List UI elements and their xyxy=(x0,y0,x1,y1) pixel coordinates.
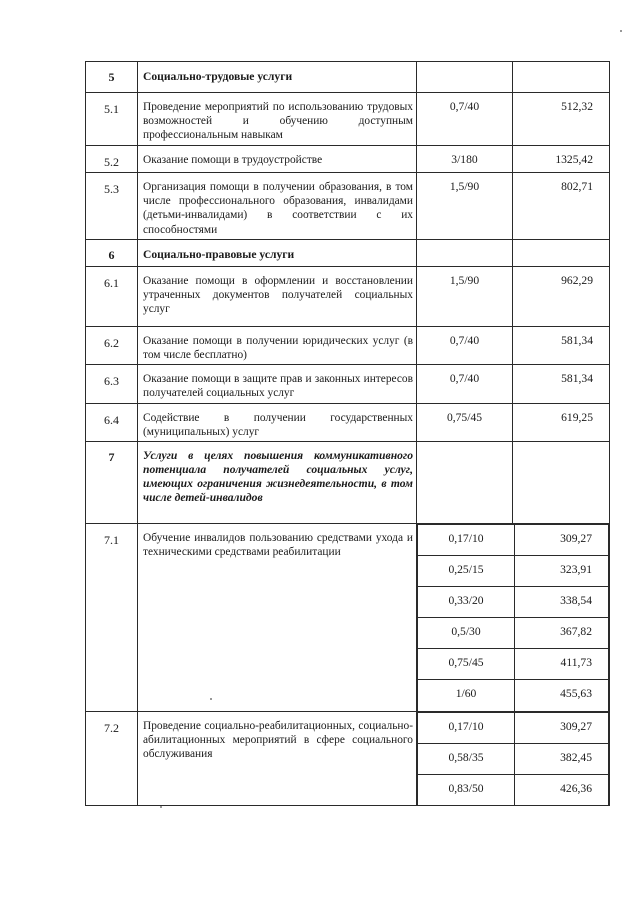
price-value: 382,45 xyxy=(560,751,592,765)
price-value: 309,27 xyxy=(560,532,592,546)
time-cell xyxy=(417,146,513,173)
time-cell xyxy=(418,587,515,618)
service-name: Организация помощи в получении образования, в том числе профессионального образования, инвалидами (детьми-инвалидами) в соответствии с их способностями xyxy=(143,181,413,236)
service-name-cell xyxy=(138,326,417,364)
time-cell xyxy=(417,93,513,146)
service-name: Оказание помощи в оформлении и восстановлении утраченных документов получателей социальных услуг xyxy=(143,274,413,316)
row-number: 5.2 xyxy=(104,155,119,169)
section-row xyxy=(86,239,610,266)
time-cell xyxy=(418,680,515,712)
service-row xyxy=(86,93,610,146)
service-name-cell xyxy=(138,712,417,806)
price-value: 426,36 xyxy=(560,782,592,796)
time-value: 0,75/45 xyxy=(448,656,484,670)
price-cell xyxy=(515,525,609,556)
time-value: 3/180 xyxy=(451,153,478,166)
price-cell xyxy=(513,146,610,173)
time-value xyxy=(417,62,512,69)
tariff-options-cell xyxy=(417,712,610,806)
price-cell xyxy=(513,93,610,146)
tariff-option-row xyxy=(418,649,609,680)
service-name-cell xyxy=(138,146,417,173)
price-cell xyxy=(513,266,610,326)
section-title: Услуги в целях повышения коммуникативного потенциала получателей социальных услуг, имеющих ограничения жизнедеятельности, в том числе детей-инвалидов xyxy=(143,449,413,505)
row-number-cell xyxy=(86,712,138,806)
service-name-cell xyxy=(138,93,417,146)
row-number: 6.4 xyxy=(104,412,119,427)
price-cell xyxy=(515,680,609,712)
price-value: 323,91 xyxy=(560,563,592,577)
tariff-options xyxy=(417,712,609,805)
row-number-cell xyxy=(86,93,138,146)
time-cell xyxy=(417,173,513,240)
service-name: Проведение социально-реабилитационных, социально-абилитационных мероприятий в сфере социального обслуживания xyxy=(143,720,413,761)
row-number-cell xyxy=(86,365,138,403)
service-name-cell xyxy=(138,173,417,240)
row-number-cell xyxy=(86,266,138,326)
section-title: Социально-правовые услуги xyxy=(143,247,295,261)
service-name: Содействие в получении государственных (муниципальных) услуг xyxy=(143,411,413,438)
price-value: 581,34 xyxy=(561,372,593,386)
service-row xyxy=(86,173,610,240)
price-value xyxy=(513,62,609,69)
price-cell xyxy=(513,239,610,266)
price-value: 1325,42 xyxy=(555,153,593,166)
time-cell xyxy=(418,525,515,556)
tariff-option-row xyxy=(418,775,609,806)
section-row xyxy=(86,62,610,93)
row-number: 5.1 xyxy=(104,102,119,116)
time-cell xyxy=(417,403,513,441)
services-tariff-table xyxy=(85,61,610,806)
price-value: 962,29 xyxy=(561,273,593,287)
time-value: 0,83/50 xyxy=(448,782,484,796)
time-value: 0,17/10 xyxy=(448,532,484,546)
service-row xyxy=(86,365,610,403)
time-value: 0,7/40 xyxy=(449,372,480,386)
time-value: 0,5/30 xyxy=(451,625,481,639)
row-number: 7.2 xyxy=(104,721,119,736)
time-cell xyxy=(417,365,513,403)
time-value: 0,25/15 xyxy=(448,563,484,577)
row-number: 6 xyxy=(108,247,115,262)
service-row xyxy=(86,266,610,326)
row-number: 5 xyxy=(108,70,115,84)
row-number: 6.1 xyxy=(104,275,119,290)
tariff-option-row xyxy=(418,618,609,649)
service-name-cell xyxy=(138,524,417,712)
tariff-option-row xyxy=(418,744,609,775)
section-row xyxy=(86,442,610,524)
price-cell xyxy=(515,713,609,744)
price-cell xyxy=(513,365,610,403)
price-value: 309,27 xyxy=(560,720,592,734)
price-cell xyxy=(513,173,610,240)
time-value: 0,58/35 xyxy=(448,751,484,765)
service-name: Оказание помощи в трудоустройстве xyxy=(143,154,323,166)
tariff-option-row xyxy=(418,587,609,618)
time-value: 0,75/45 xyxy=(446,410,483,424)
time-cell xyxy=(418,744,515,775)
service-name-cell xyxy=(138,403,417,441)
service-name: Проведение мероприятий по использованию трудовых возможностей и обучению доступным профессиональным навыкам xyxy=(143,101,413,142)
time-cell xyxy=(417,442,513,524)
time-value: 0,33/20 xyxy=(448,594,484,608)
row-number-cell xyxy=(86,403,138,441)
price-cell xyxy=(513,403,610,441)
time-cell xyxy=(417,326,513,364)
service-row xyxy=(86,712,610,806)
scan-speck xyxy=(620,30,622,32)
row-number: 7.1 xyxy=(104,533,119,548)
row-number-cell xyxy=(86,326,138,364)
price-cell xyxy=(513,442,610,524)
price-cell xyxy=(515,587,609,618)
tariff-options-cell xyxy=(417,524,610,712)
price-cell xyxy=(515,618,609,649)
time-value: 0,17/10 xyxy=(448,720,484,734)
price-value: 367,82 xyxy=(560,625,592,639)
service-name-cell xyxy=(138,365,417,403)
service-name: Оказание помощи в защите прав и законных интересов получателей социальных услуг xyxy=(143,373,413,400)
service-row xyxy=(86,403,610,441)
row-number: 5.3 xyxy=(104,182,119,196)
tariff-option-row xyxy=(418,680,609,712)
price-cell xyxy=(515,744,609,775)
service-name-cell xyxy=(138,62,417,93)
scan-speck xyxy=(160,806,162,808)
price-value: 802,71 xyxy=(561,180,593,193)
price-cell xyxy=(513,62,610,93)
row-number-cell xyxy=(86,524,138,712)
row-number-cell xyxy=(86,173,138,240)
time-cell xyxy=(418,556,515,587)
price-cell xyxy=(513,326,610,364)
time-cell xyxy=(417,239,513,266)
price-value xyxy=(513,240,609,247)
price-value: 411,73 xyxy=(560,656,592,670)
price-cell xyxy=(515,556,609,587)
time-value: 1,5/90 xyxy=(449,273,480,287)
service-name: Обучение инвалидов пользованию средствами ухода и техническими средствами реабилитации xyxy=(143,532,413,559)
tariff-options xyxy=(417,524,609,711)
price-cell xyxy=(515,775,609,806)
service-row xyxy=(86,326,610,364)
service-name-cell xyxy=(138,266,417,326)
row-number-cell xyxy=(86,146,138,173)
price-value xyxy=(513,442,609,449)
service-name-cell xyxy=(138,442,417,524)
time-cell xyxy=(418,618,515,649)
price-value: 455,63 xyxy=(560,687,592,701)
scan-speck xyxy=(210,698,212,700)
tariff-option-row xyxy=(418,713,609,744)
row-number: 6.3 xyxy=(104,374,119,389)
row-number-cell xyxy=(86,239,138,266)
service-name: Оказание помощи в получении юридических услуг (в том числе бесплатно) xyxy=(143,334,413,362)
row-number-cell xyxy=(86,442,138,524)
time-cell xyxy=(417,62,513,93)
time-value: 1,5/90 xyxy=(449,180,480,193)
time-value xyxy=(417,442,512,449)
price-value: 619,25 xyxy=(561,410,593,424)
tariff-option-row xyxy=(418,556,609,587)
row-number-cell xyxy=(86,62,138,93)
time-cell xyxy=(417,266,513,326)
time-value: 0,7/40 xyxy=(449,333,480,347)
price-value: 512,32 xyxy=(561,100,593,113)
tariff-option-row xyxy=(418,525,609,556)
time-cell xyxy=(418,775,515,806)
time-value: 0,7/40 xyxy=(449,100,480,113)
price-cell xyxy=(515,649,609,680)
price-value: 581,34 xyxy=(561,333,593,347)
row-number: 6.2 xyxy=(104,335,119,350)
service-row xyxy=(86,524,610,712)
price-value: 338,54 xyxy=(560,594,592,608)
time-value xyxy=(417,240,512,247)
service-row xyxy=(86,146,610,173)
section-title: Социально-трудовые услуги xyxy=(143,70,293,83)
time-cell xyxy=(418,649,515,680)
time-cell xyxy=(418,713,515,744)
service-name-cell xyxy=(138,239,417,266)
row-number: 7 xyxy=(108,450,115,465)
time-value: 1/60 xyxy=(455,687,477,701)
